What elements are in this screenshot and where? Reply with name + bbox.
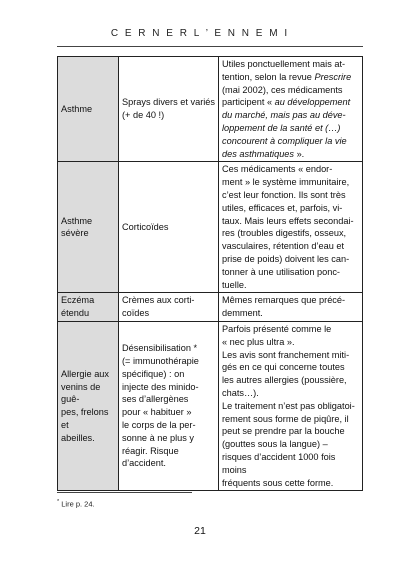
comment-line: les autres allergies (poussière,: [222, 375, 347, 386]
comment-line: prise de poids) doivent les can-: [222, 253, 350, 264]
condition-line: abeilles.: [61, 432, 95, 443]
comment-line: chats…).: [222, 387, 259, 398]
comment-line: concourent à compliquer la vie: [222, 135, 347, 146]
comment-line: « nec plus ultra ».: [222, 336, 295, 347]
treatment-cell: [119, 57, 219, 162]
condition-text: Eczéma étendu: [61, 295, 95, 319]
running-head: [0, 28, 400, 39]
condition-line: pes, frelons et: [61, 407, 112, 430]
treatment-table: [57, 56, 363, 491]
comment-line: tonner à une utilisation ponc-: [222, 266, 340, 277]
condition-cell: [58, 162, 119, 293]
comment-line: Mêmes remarques que précé-: [222, 295, 346, 306]
footnote-marker: *: [57, 499, 60, 505]
condition-cell: [58, 57, 119, 162]
condition-text: Asthme sévère: [61, 215, 93, 239]
treatment-line: (= immunothérapie: [122, 355, 199, 366]
treatment-text: Sprays divers et variés (+ de 40 !): [122, 97, 215, 121]
header-rule: [57, 46, 363, 47]
table-row: [58, 321, 363, 490]
comment-line: fréquents sous cette forme.: [222, 477, 334, 488]
comment-line: utiles, efficaces et, parfois, vi-: [222, 202, 343, 213]
treatment-line: Désensibilisation *: [122, 343, 198, 354]
comment-line: Ces médicaments « endor-: [222, 164, 333, 175]
comment-line: du marché, mais pas au déve-: [222, 110, 346, 121]
treatment-line: spécifique) : on: [122, 368, 185, 379]
treatment-line: d’accident.: [122, 458, 166, 469]
treatment-line: réagir. Risque: [122, 445, 179, 456]
comment-line: vasculaires, rétention d’eau et: [222, 241, 345, 252]
treatment-line: ses d’allergènes: [122, 394, 189, 405]
running-head-title: C E R N E R L ’ E N N E M I: [110, 28, 290, 39]
treatment-cell: [119, 321, 219, 490]
condition-cell: [58, 293, 119, 322]
comment-line: Utiles ponctuellement mais at-: [222, 59, 346, 69]
table-row: [58, 57, 363, 162]
comment-line: ment » le système immunitaire,: [222, 177, 350, 188]
comment-line: rement sous forme de piqûre, il: [222, 413, 349, 424]
comment-line: res (troubles digestifs, osseux,: [222, 228, 347, 239]
table-row: [58, 162, 363, 293]
footnote: [57, 499, 95, 509]
comment-line: gés en ce qui concerne toutes: [222, 362, 345, 373]
treatment-line: coïdes: [122, 308, 150, 319]
condition-line: Allergie aux: [61, 368, 110, 379]
comment-line: Parfois présenté comme le: [222, 323, 332, 334]
comment-line: loppement de la santé et (…): [222, 122, 341, 133]
comment-line: peut se prendre par la bouche: [222, 426, 345, 437]
comment-cell: [219, 293, 363, 322]
treatment-line: Crèmes aux corti-: [122, 295, 195, 306]
comment-line: Le traitement n’est pas obligatoi-: [222, 400, 355, 411]
comment-line: c’est leur fonction. Ils sont très: [222, 189, 346, 200]
condition-text: Asthme: [61, 103, 93, 114]
treatment-line: le corps de la per-: [122, 419, 196, 430]
comment-line: tuelle.: [222, 279, 247, 290]
comment-line: demment.: [222, 308, 263, 319]
comment-line: taux. Mais leurs effets secondai-: [222, 215, 354, 226]
comment-cell: [219, 162, 363, 293]
comment-line: (gouttes sous la langue) –: [222, 439, 328, 450]
comment-line: tention, selon la revue Prescrire: [222, 71, 352, 82]
treatment-cell: [119, 293, 219, 322]
condition-line: venins de guê-: [61, 381, 103, 405]
table-row: [58, 293, 363, 322]
comment-line: risques d’accident 1000 fois moins: [222, 451, 338, 475]
comment-line: des asthmatiques ».: [222, 148, 305, 159]
footnote-text: Lire p. 24.: [61, 499, 95, 509]
comment-cell: [219, 57, 363, 162]
condition-cell: [58, 321, 119, 490]
comment-line: Les avis sont franchement miti-: [222, 349, 350, 360]
comment-cell: [219, 321, 363, 490]
treatment-line: sonne à ne plus y: [122, 432, 195, 443]
treatment-cell: [119, 162, 219, 293]
treatment-line: pour « habituer »: [122, 407, 192, 418]
comment-line: (mai 2002), ces médicaments: [222, 84, 343, 95]
treatment-text: Corticoïdes: [122, 221, 169, 232]
comment-line: participent « au développement: [222, 97, 351, 108]
treatment-line: injecte des minido-: [122, 381, 199, 392]
footnote-rule: [57, 492, 192, 493]
page-number: 21: [194, 525, 206, 537]
